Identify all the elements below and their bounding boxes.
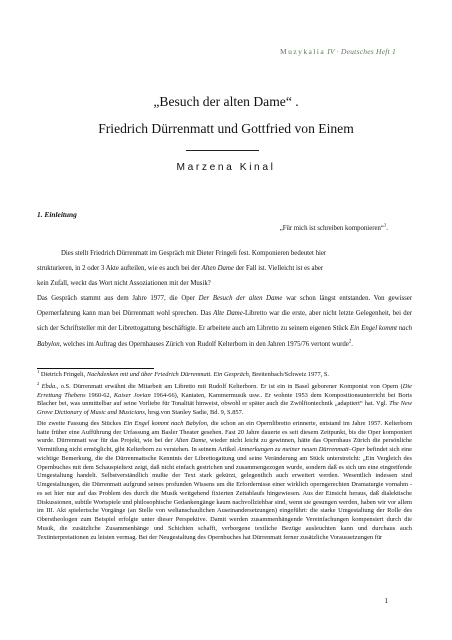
section-heading: 1. Einleitung [37,210,77,219]
paragraph-1-text: Dies stellt Friedrich Dürrenmatt im Gespräch mit Dieter Fringeli fest. Komponieren bedeutet hier [61,250,327,257]
footnote-2-italic-1: Ebda [39,382,56,390]
footnote-1-text-a: Dietrich Fringeli, [39,371,87,378]
paragraph-1-italic: Alten Dame [201,265,234,273]
footnote-3-text-b: , die schon an ein Opernlibretto erinnerte, entstand im Jahre 1957. Kelterborn hatte früher eine Aufführung der Urfassung am Basler Theater gesehen. Fast 20 Jahre dauerte es seit diesem Zeitpunkt, bis die Oper komponiert wurde. Dürrenmatt war für das Projekt, wie bei der [37,419,412,445]
p2-text-g: , welches im Auftrag des Opernhauses Zürich von Rudolf Kelterborn in den Jahren 1975/76 vertont wurde [59,340,349,348]
paragraph-1-line-1 [37,246,412,261]
footnote-1-text-b: , Breitenbach/Schweiz 1977, S. [248,371,330,378]
p2-text-i: . [351,340,353,348]
p2-italic-d: Alte Dame [213,310,243,318]
journal-name: Muzykalia [280,47,326,56]
footnote-2-italic-2: Die Errettung Thebens [37,382,412,399]
paragraph-2 [37,291,412,351]
footnote-1-number: 1 [37,368,40,374]
footnote-2-text-a: ., o.S. Dürrenmatt erwähnt die Mitarbeit am Libretto mit Rudolf Kelterborn. Er ist ein in Basel geborener Komponist von Opern ( [55,382,403,390]
footnote-2-text-c: 1964-66), Kantaten, Kammermusik usw.. Er wohnte 1953 dem Kompositionsunterricht bei Boris Blacher bei, was unmittelbar auf seine Vorliebe für Tonalität hinweist, obwohl er später auch die Zwölftontechnik „adaptiert“ hat. Vgl. [37,391,413,408]
p2-text-c: war schon längst entstanden. Von gewisser Opernerfahrung kann man bei Dürrenmatt wohl sprechen. Das [37,295,413,318]
paragraph-1-line-3 [37,276,412,291]
footnote-3-text-c: , wieder nicht leicht zu gewinnen, hätte das Opernhaus Zürich die persönliche Vermittlung nicht ermöglicht, gibt Kelterborn zu verstehen. In seinem Artikel [37,437,412,453]
footnote-2-text-b: 1960-62, [85,391,114,399]
title-line-2: Friedrich Dürrenmatt und Gottfried von Einem [98,121,354,136]
footnote-3-italic-2: Alten Dame [175,437,206,445]
p2-text-a: Das Gespräch stammt aus dem Jahre 1977, die Oper [37,295,199,303]
epigraph-text: „Für mich ist schreiben komponieren“ [279,225,384,232]
p2-italic-f: Ein Engel kommt nach Babylon [37,325,412,348]
footnote-3-italic-3: Anmerkungen zu meiner neuen Dürrenmatt–Oper [237,446,365,453]
footnote-2 [37,380,413,418]
epigraph-end: . [386,225,388,232]
footnotes [37,368,413,542]
p2-italic-b: Der Besuch der alten Dame [198,295,283,303]
footnote-3-text-a: Die zweite Fassung des Stückes [37,419,124,427]
footnote-2-italic-3: Kaiser Jovian [113,391,151,399]
title-divider [186,150,259,151]
author-name: Marzena Kinal [176,162,276,173]
paragraph-1-line-2 [37,261,412,276]
title-line-1: „Besuch der alten Dame“ . [153,94,299,109]
epigraph [280,225,388,232]
footnote-3-text-d: befindet sich eine wichtige Bemerkung, die die Dürrenmattsche Kenntnis der Librettogattung und seine Veränderung am Stück unterstreicht: „Ein Vergleich des Opernbuches mit dem Schauspieltext zeigt, daß nicht einfach gestrichen und zusammengezogen wurde, sondern daß es sich um eine eingreifende Umgestaltung handelt. Selbstverständlich mußte der Text stark gekürzt, gelegentlich auch erweitert werden. Wesentlich indessen sind Umgestaltungen, die Dürrenmatt aufgrund seines profunden Wissens um die Erfordernisse einer wirklich operngerechten Dramaturgie vornahm - es sei hier nur auf das Problem des durch die Musik weitgehend fixierten Zeitablaufs hingewiesen. Aus der Einsicht heraus, daß dialektische Diskussionen, subtile Wortspiele und philosophische Gedankengänge kaum nachvollziehbar sind, wenn sie gesungen werden, haben wir vor allem im III. Akt spielerische Vorgänge (an Stelle von weltanschaulichen Auseinandersetzungen) eingeführt: die starke Umgestaltung der Rolle des Oberstheologen zum Beispiel erfolgte unter dieser Perspektive. Damit werden zusammenhängende Vereinfachungen kompensiert durch die Musik, die zusätzliche Zusammenhänge und Schichten schafft, verborgene textliche Bezüge ausleuchten kann und durchaus auch Textinterpretationen zu leisten vermag. Bei der Neugestaltung des Opernbuches hat Dürrenmatt ferner zusätzliche Voraussetzungen für [37,446,412,541]
footnote-1-italic: Nachdenken mit und über Friedrich Dürrenmatt. Ein Gespräch [86,371,249,378]
footnote-ref-1[interactable]: 1 [383,223,387,229]
footnote-divider [37,368,154,369]
body-text [37,246,412,352]
footnote-2-number: 2 [37,380,40,386]
running-header [280,47,396,56]
paragraph-1-text-e: kein Zufall, weckt das Wort nicht Assoziationen mit der Musik? [37,280,211,288]
footnote-2-italic-4: The New Grove Dictionary of Music and Musicians [37,400,413,416]
footnote-3-italic-1: Ein Engel kommt nach Babylon [123,419,207,427]
issue-label: IV · Deutsches Heft 1 [325,47,396,56]
paragraph-1-text-d: der Fall ist. Vielleicht ist es aber [233,265,324,273]
footnote-2-text-d: , hrsg.von Stanley Sadie, Bd. 9, S.857. [144,409,244,416]
page-number: 1 [384,597,388,605]
footnote-1 [37,368,412,380]
footnote-2-continued [37,420,412,543]
p2-text-e: -Libretto war die erste, aber nicht letzte Gelegenheit, bei der sich der Schriftsteller mit der Librettogattung beschäftigte. Er arbeitete auch am Libretto zu seinem eigenen Stück [37,310,412,333]
footnote-ref-2[interactable]: 2 [348,339,352,345]
paragraph-1-text-b: strukturieren, in 2 oder 3 Akte aufteilen, wie es auch bei der [37,265,202,273]
